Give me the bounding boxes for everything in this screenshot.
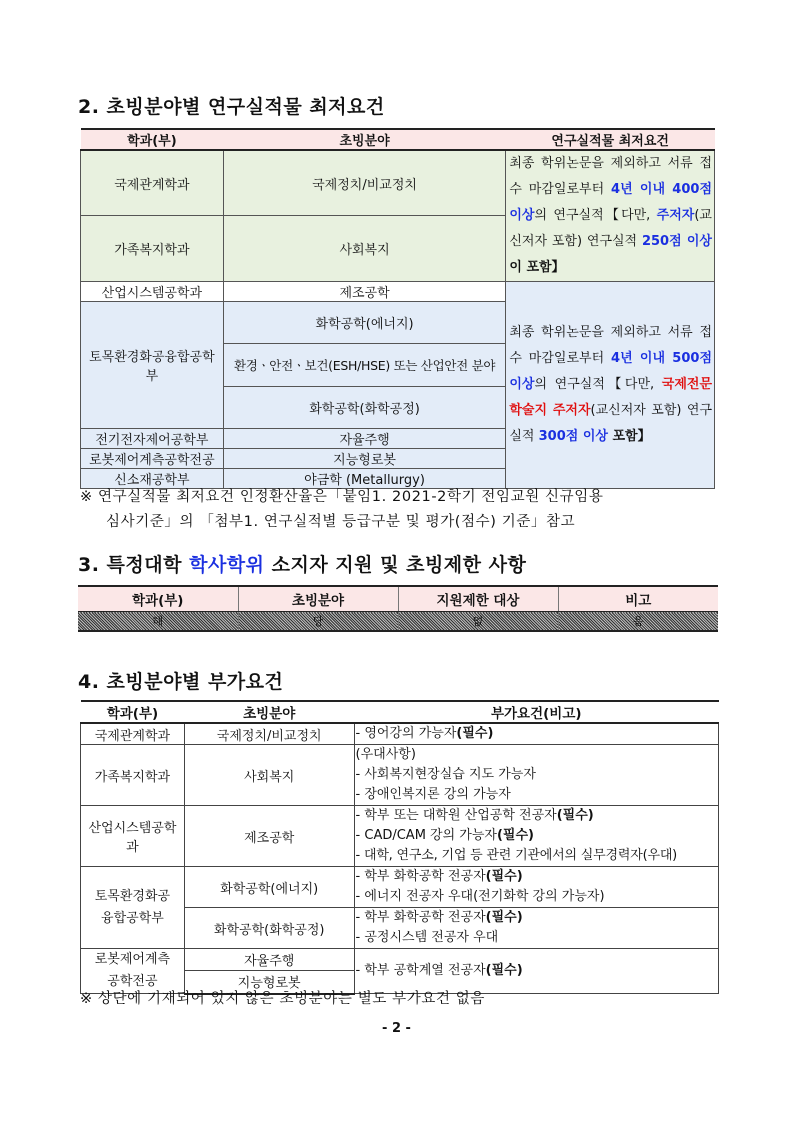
section2-note-line1: ※ 연구실적물 최저요건 인정환산율은「붙임1. 2021-2학기 전임교원 신규임용: [80, 489, 604, 505]
req-text: - 학부 공학계열 전공자: [355, 963, 486, 978]
dept-cell: 산업시스템공학과: [81, 282, 224, 302]
field-cell: 국제정치/비교정치: [223, 150, 506, 216]
req-text: 의 연구실적【다만,: [534, 377, 662, 392]
req-text: (교신저자 포함) 연구실적: [509, 208, 712, 249]
hatched-cell: 당: [238, 612, 398, 632]
dept-line: 토목환경화공: [94, 888, 171, 904]
field-cell: 지능형로봇: [184, 971, 354, 994]
header-requirement: 연구실적물 최저요건: [506, 129, 715, 150]
section2-title: 2. 초빙분야별 연구실적물 최저요건: [78, 96, 385, 118]
req-text: - CAD/CAM 강의 가능자: [355, 828, 497, 843]
header-field: 초빙분야: [223, 129, 506, 150]
requirement-cell-2: [506, 282, 715, 489]
field-cell: 화학공학(에너지): [223, 302, 506, 344]
requirement-cell: [354, 908, 718, 949]
field-cell: 환경ㆍ안전ㆍ보건(ESH/HSE) 또는 산업안전 분야: [223, 344, 506, 387]
dept-cell: 국제관계학과: [81, 150, 224, 216]
page-number: - 2 -: [382, 1021, 411, 1036]
section2-note-line2: 심사기준」의 「첨부1. 연구실적별 등급구분 및 평가(점수) 기준」참고: [106, 514, 576, 530]
field-cell: 화학공학(화학공정): [184, 908, 354, 949]
dept-cell: 가족복지학과: [81, 216, 224, 282]
required-mark: (필수): [485, 869, 523, 884]
req-highlight: 주저자: [656, 208, 695, 223]
req-text: - 학부 또는 대학원 산업공학 전공자: [355, 808, 557, 823]
req-highlight-red: 국제전문 학술지 주저자: [509, 377, 712, 418]
table-row: [81, 806, 719, 867]
field-cell: 사회복지: [223, 216, 506, 282]
field-cell: 자율주행: [184, 949, 354, 971]
req-line: (우대사항): [355, 747, 416, 762]
table-header-row: [81, 701, 719, 723]
header-dept: 학과(부): [81, 129, 224, 150]
req-line: - 장애인복지론 강의 가능자: [355, 787, 511, 802]
req-line: - 대학, 연구소, 기업 등 관련 기관에서의 실무경력자(우대): [355, 848, 678, 863]
req-highlight: 250점 이상: [641, 234, 712, 249]
requirement-cell: [354, 806, 718, 867]
research-requirements-table: [80, 128, 715, 489]
req-text: 이 포함】: [509, 260, 565, 275]
req-line: [356, 908, 715, 928]
table-row: [81, 949, 719, 971]
restriction-table: [78, 585, 718, 632]
dept-cell: 신소재공학부: [81, 469, 224, 489]
req-line: - 영어강의 가능자: [355, 726, 457, 741]
additional-requirements-table: [80, 700, 719, 995]
req-line: - 공정시스템 전공자 우대: [355, 930, 499, 945]
section3-title-part: 소지자 지원 및 초빙제한 사항: [264, 554, 527, 576]
header-additional: 부가요건(비고): [354, 701, 718, 723]
field-cell: 제조공학: [223, 282, 506, 302]
dept-cell: 전기전자제어공학부: [81, 429, 224, 449]
req-line: [356, 867, 715, 887]
req-text: 포함】: [607, 429, 651, 444]
field-cell: 화학공학(화학공정): [223, 387, 506, 429]
table-header-row: [81, 129, 715, 150]
req-text: 최종 학위논문을 제외하고 서류 접수 마감일로부터: [509, 156, 712, 197]
dept-cell: 산업시스템공학과: [81, 806, 185, 867]
table-row: [81, 745, 719, 806]
section3-title-part: 3. 특정대학: [78, 554, 190, 576]
required-mark: (필수): [496, 828, 534, 843]
dept-cell: 로봇제어계측공학전공: [81, 449, 224, 469]
section4-note: ※ 상단에 기재되어 있지 않은 초빙분야는 별도 부가요건 없음: [80, 991, 485, 1007]
section4-title: 4. 초빙분야별 부가요건: [78, 671, 284, 693]
section3-title: [78, 550, 526, 577]
required-mark: (필수): [556, 808, 594, 823]
header-dept: 학과(부): [78, 586, 238, 612]
field-cell: 야금학 (Metallurgy): [223, 469, 506, 489]
header-target: 지원제한 대상: [398, 586, 558, 612]
field-cell: 화학공학(에너지): [184, 867, 354, 908]
dept-cell: 국제관계학과: [81, 723, 185, 745]
table-header-row: [78, 586, 718, 612]
dept-line: 로봇제어계측: [94, 952, 171, 967]
requirement-cell: [354, 745, 718, 806]
dept-cell: [81, 867, 185, 949]
requirement-cell-1: [506, 150, 715, 282]
table-row: [78, 612, 718, 632]
table-row: [81, 282, 715, 302]
field-cell: 국제정치/비교정치: [184, 723, 354, 745]
req-text: - 학부 화학공학 전공자: [355, 869, 486, 884]
header-field: 초빙분야: [184, 701, 354, 723]
section3-title-highlight: 학사학위: [189, 554, 265, 576]
requirement-cell: [354, 723, 718, 745]
required-mark: (필수): [456, 726, 494, 741]
required-mark: (필수): [485, 910, 523, 925]
field-cell: 제조공학: [184, 806, 354, 867]
req-highlight: 4년 이내 500점 이상: [509, 351, 712, 392]
header-remark: 비고: [558, 586, 718, 612]
table-row: [81, 150, 715, 216]
req-text: 의 연구실적【다만,: [534, 208, 657, 223]
hatched-cell: 음: [558, 612, 718, 632]
dept-line: 공학전공: [107, 974, 158, 989]
req-line: [356, 826, 715, 846]
req-highlight: 300점 이상: [538, 429, 608, 444]
header-field: 초빙분야: [238, 586, 398, 612]
dept-cell: 가족복지학과: [81, 745, 185, 806]
field-cell: 자율주행: [223, 429, 506, 449]
req-text: (교신저자 포함) 연구실적: [509, 403, 712, 444]
req-text: - 학부 화학공학 전공자: [355, 910, 486, 925]
req-text: 최종 학위논문을 제외하고 서류 접수 마감일로부터: [509, 325, 712, 366]
required-mark: (필수): [485, 963, 523, 978]
dept-line: 융합공학부: [101, 910, 164, 926]
field-cell: 사회복지: [184, 745, 354, 806]
req-line: [356, 806, 715, 826]
requirement-cell: [354, 867, 718, 908]
header-dept: 학과(부): [81, 701, 185, 723]
hatched-cell: 해: [78, 612, 238, 632]
hatched-cell: 없: [398, 612, 558, 632]
req-line: - 에너지 전공자 우대(전기화학 강의 가능자): [355, 889, 605, 904]
req-line: - 사회복지현장실습 지도 가능자: [355, 767, 536, 782]
table-row: [81, 723, 719, 745]
field-cell: 지능형로봇: [223, 449, 506, 469]
dept-cell: 토목환경화공융합공학부: [81, 302, 224, 429]
req-highlight: 4년 이내 400점 이상: [509, 182, 712, 223]
table-row: [81, 867, 719, 908]
